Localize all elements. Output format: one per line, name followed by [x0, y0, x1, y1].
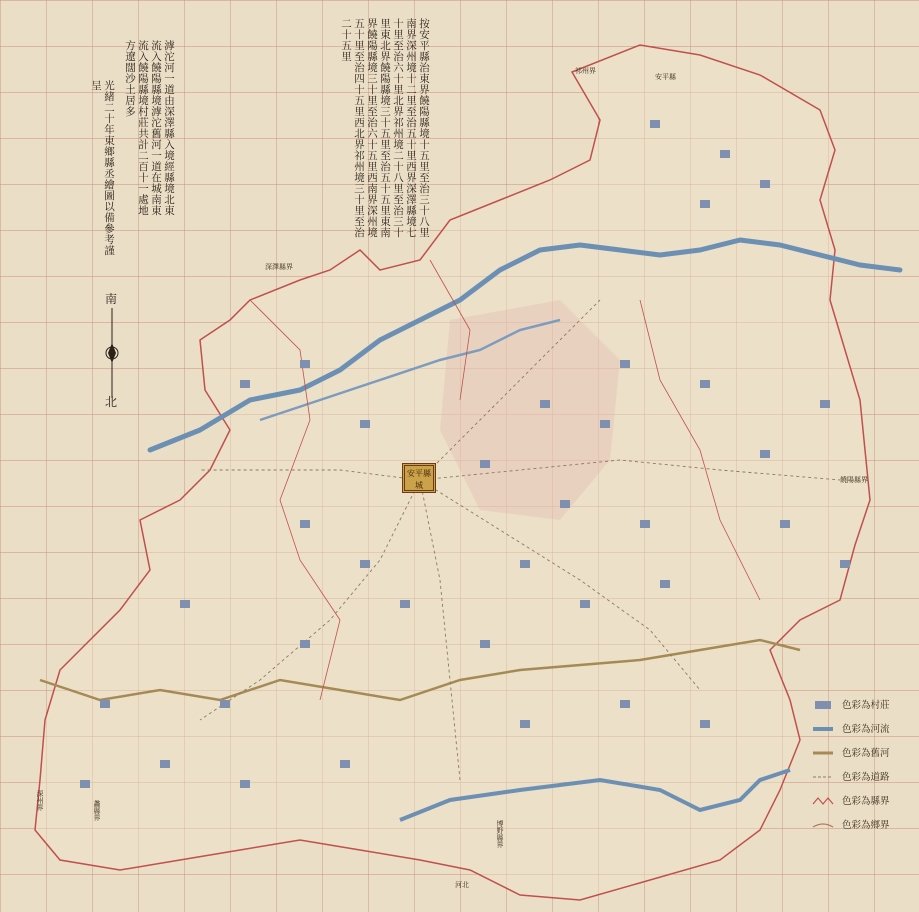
place-label: 蠡縣界	[93, 800, 101, 821]
place-label: 河北	[455, 881, 469, 889]
legend-item-road: 色彩為道路	[812, 766, 907, 790]
legend-item-old-river: 色彩為舊河	[812, 742, 907, 766]
description-text: 滹沱河一道由深澤縣入境經縣境北東流入饒陽縣境滹沱舊河一道在城南東流入饒陽縣境村莊共計二百十一處地方遼闊沙土居多	[124, 40, 175, 216]
legend-item-village: 色彩為村莊	[812, 694, 907, 718]
county-border-swatch-icon	[812, 795, 834, 807]
township-border-swatch-icon	[812, 819, 834, 831]
compass	[97, 290, 127, 410]
place-label: 深澤縣界	[265, 263, 293, 271]
legend-item-county-border: 色彩為縣界	[812, 790, 907, 814]
closing-text: 光緒二十年東鄉縣丞繪圖以備參考謹呈	[90, 80, 115, 256]
legend-item-river: 色彩為河流	[812, 718, 907, 742]
county-seat	[402, 463, 436, 493]
place-label: 深州界	[36, 790, 44, 811]
village-swatch-icon	[812, 699, 834, 711]
place-label: 饒陽縣界	[840, 476, 868, 484]
county-seat-label: 安平縣城	[407, 469, 431, 490]
road-swatch-icon	[812, 771, 834, 783]
map-legend	[812, 694, 907, 838]
compass-north-label: 北	[105, 395, 118, 409]
compass-needle-icon	[97, 308, 127, 398]
place-label: 博野縣界	[496, 820, 504, 848]
river-swatch-icon	[812, 723, 834, 735]
place-label: 祁州界	[575, 67, 596, 75]
compass-south-label: 南	[105, 292, 118, 306]
place-label: 安平縣	[655, 73, 676, 81]
legend-item-township-border: 色彩為鄉界	[812, 814, 907, 838]
old-river-swatch-icon	[812, 747, 834, 759]
title-text: 按安平縣治東界饒陽縣境十五里至治三十八里南界深州境十二里至治五十里西界深澤縣境七十里至治六十里北界祁州境二十八里至治三十里東北界饒陽縣境三十五里至治五十五里東南界饒陽縣境三十里至治六十五里西南界深州境五十里至治四十五里西北界祁州境三十里至治二十五里	[340, 18, 430, 238]
